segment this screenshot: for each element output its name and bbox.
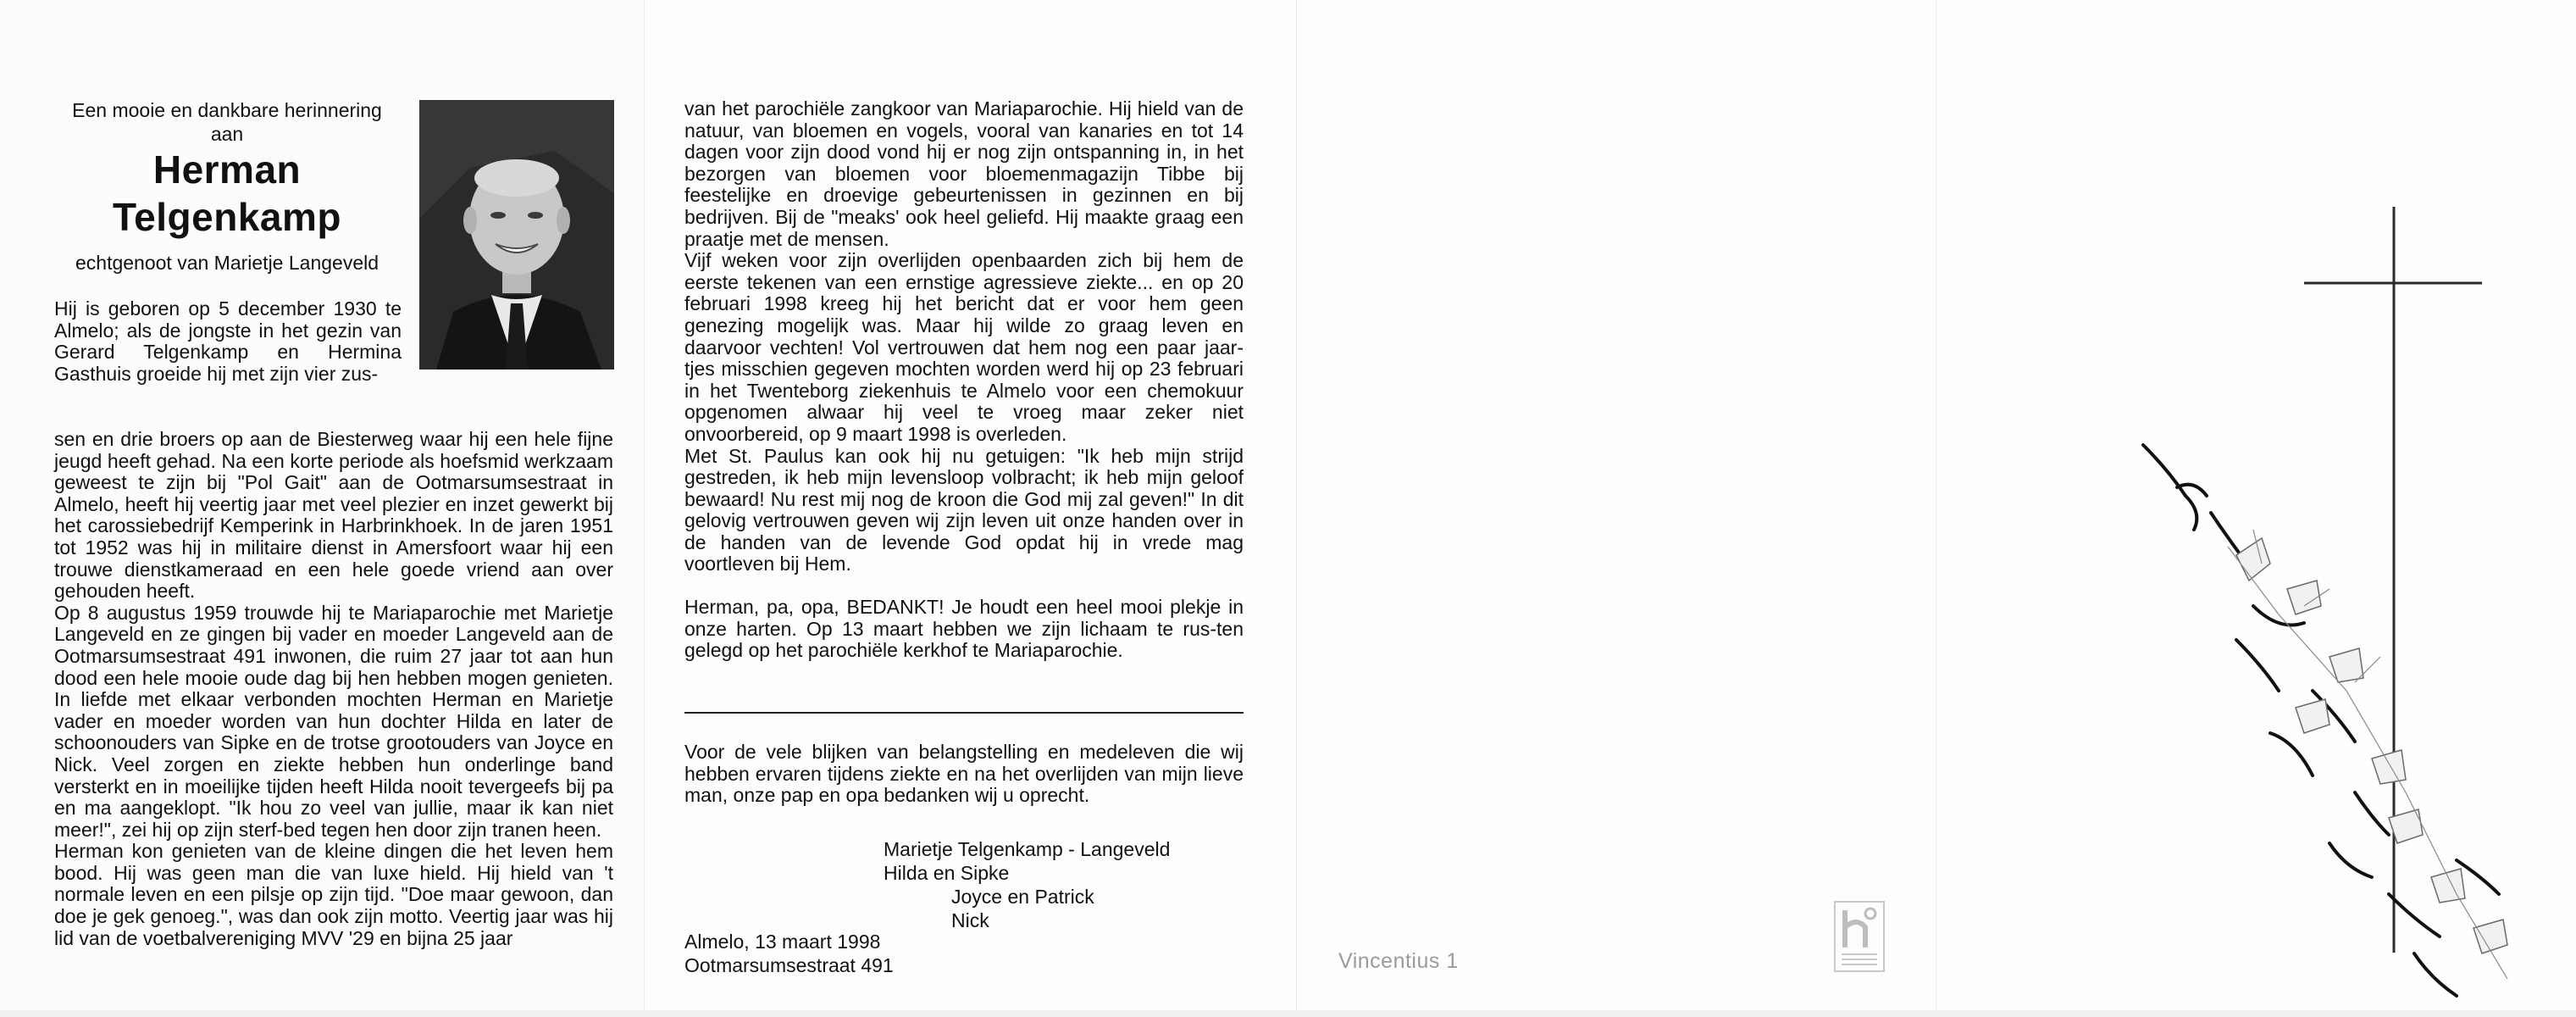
printer-mark: Vincentius 1 <box>1338 949 1459 973</box>
intro-line-1: Een mooie en dankbare herinnering <box>72 99 382 121</box>
first-name: Herman <box>152 147 302 192</box>
bottom-margin <box>0 1010 2576 1017</box>
biography-paragraph-3-cont: van het parochiële zangkoor van Mariaparochie. Hij hield van de natuur, van bloemen en vogels, vooral van kanaries en tot 14 dagen voor zijn dood vond hij er nog zijn ontspanning in, in het bezorgen van bloemen voor bloemenmagazijn Tibbe bij feestelijke en droevige gebeurtenissen in gezinnen en bij bedrijven. Bij de "meaks' ook heel geliefd. Hij maakte graag een praatje met de mensen. <box>684 97 1244 250</box>
thank-you-text: Voor de vele blijken van belangstelling en medeleven die wij hebben ervaren tijdens ziekte en na het overlijden van mijn lieve man, onze pap en opa bedanken wij u oprecht. <box>684 741 1244 807</box>
signer-4: Nick <box>951 909 989 931</box>
biography-column-2 <box>684 98 1244 662</box>
section-divider <box>684 712 1244 714</box>
signer-1: Marietje Telgenkamp - Langeveld <box>884 838 1171 860</box>
biography-paragraph-5: Met St. Paulus kan ook hij nu getuigen: "Ik heb mijn strijd gestreden, ik heb mijn levensloop volbracht; ik heb mijn geloof bewaard! Nu rest mij nog de kroon die God mij zal geven!" In dit gelovig vertrouwen geven wij zijn leven uit onze handen over in de handen van de levende God opdat hij in vrede mag voortleven bij Hem. <box>684 444 1244 575</box>
deceased-name <box>49 146 405 241</box>
card-panel-back <box>1296 0 1936 1017</box>
address: Ootmarsumsestraat 491 <box>684 954 894 976</box>
printer-logo-icon <box>1831 898 1887 975</box>
place-date: Almelo, 13 maart 1998 <box>684 931 881 953</box>
spouse-line: echtgenoot van Marietje Langeveld <box>75 252 379 274</box>
biography-paragraph-1: Hij is geboren op 5 december 1930 te Almelo; als de jongste in het gezin van Gerard Telgenkamp en Hermina Gasthuis groeide hij met zijn vier zus- <box>54 297 402 385</box>
signer-3: Joyce en Patrick <box>951 886 1094 908</box>
place-and-address <box>684 930 894 977</box>
intro-line-2: aan <box>210 123 244 145</box>
biography-paragraph-4: Vijf weken voor zijn overlijden openbaarden zich bij hem de eerste tekenen van een ernstige agressieve ziekte... en op 20 februari 1998 kreeg hij het bericht dat er voor hem geen genezing mogelijk was. Maar hij wilde zo graag leven en daarvoor vechten! Vol vertrouwen dat hem nog een paar jaar-tjes misschien gegeven mochten worden werd hij op 23 februari in het Twenteborg ziekenhuis te Almelo voor een chemokuur opgenomen alwaar hij veel te vroeg maar zeker niet onvoorbereid, op 9 maart 1998 is overleden. <box>684 249 1244 445</box>
signer-2: Hilda en Sipke <box>884 862 1010 884</box>
portrait-photo <box>419 100 614 370</box>
biography-paragraph-3: Herman kon genieten van de kleine dingen die het leven hem bood. Hij was geen man die van luxe hield. Hij hield van 't normale leven en een pilsje op zijn tijd. "Doe maar gewoon, dan doe je gek genoeg.", was dan ook zijn motto. Veertig jaar was hij lid van de voetbalvereniging MVV '29 en bijna 25 jaar <box>54 840 613 949</box>
flower-branch-icon <box>2135 436 2576 1004</box>
biography-paragraph-6: Herman, pa, opa, BEDANKT! Je houdt een heel mooi plekje in onze harten. Op 13 maart hebben we zijn lichaam te rus-ten gelegd op het parochiële kerkhof te Mariaparochie. <box>684 596 1244 662</box>
biography-paragraph-2: Op 8 augustus 1959 trouwde hij te Mariaparochie met Marietje Langeveld en ze gingen bij vader en moeder Langeveld aan de Ootmarsumsestraat 491 inwonen, die ruim 27 jaar tot aan hun dood een hele mooie oude dag bij hen hebben mogen genieten. In liefde met elkaar verbonden mochten Herman en Marietje vader en moeder worden van hun dochter Hilda en later de schoonouders van Sipke en de trotse grootouders van Joyce en Nick. Veel zorgen en ziekte hebben hun onderlinge band versterkt en in moeilijke tijden heeft Hilda nooit tevergeefs bij pa en ma aangeklopt. "Ik hou zo veel van jullie, maar ik kan niet meer!", zei hij op zijn sterf-bed tegen hen door zijn tranen heen. <box>54 601 613 841</box>
signature-block <box>884 837 1170 932</box>
biography-column-1 <box>54 429 613 949</box>
biography-paragraph-1-cont: sen en drie broers op aan de Biesterweg waar hij een hele fijne jeugd heeft gehad. Na een korte periode als hoefsmid werkzaam geweest te zijn bij "Pol Gait" aan de Ootmarsumsestraat in Almelo, heeft hij veertig jaar met veel plezier en inzet gewerkt bij het carossiebedrijf Kemperink in Harbrinkhoek. In de jaren 1951 tot 1952 was hij in militaire dienst in Amersfoort waar hij een trouwe dienstkameraad en een hele goede vriend aan over gehouden heeft. <box>54 428 613 603</box>
last-name: Telgenkamp <box>113 195 341 239</box>
intro-text <box>49 98 405 146</box>
